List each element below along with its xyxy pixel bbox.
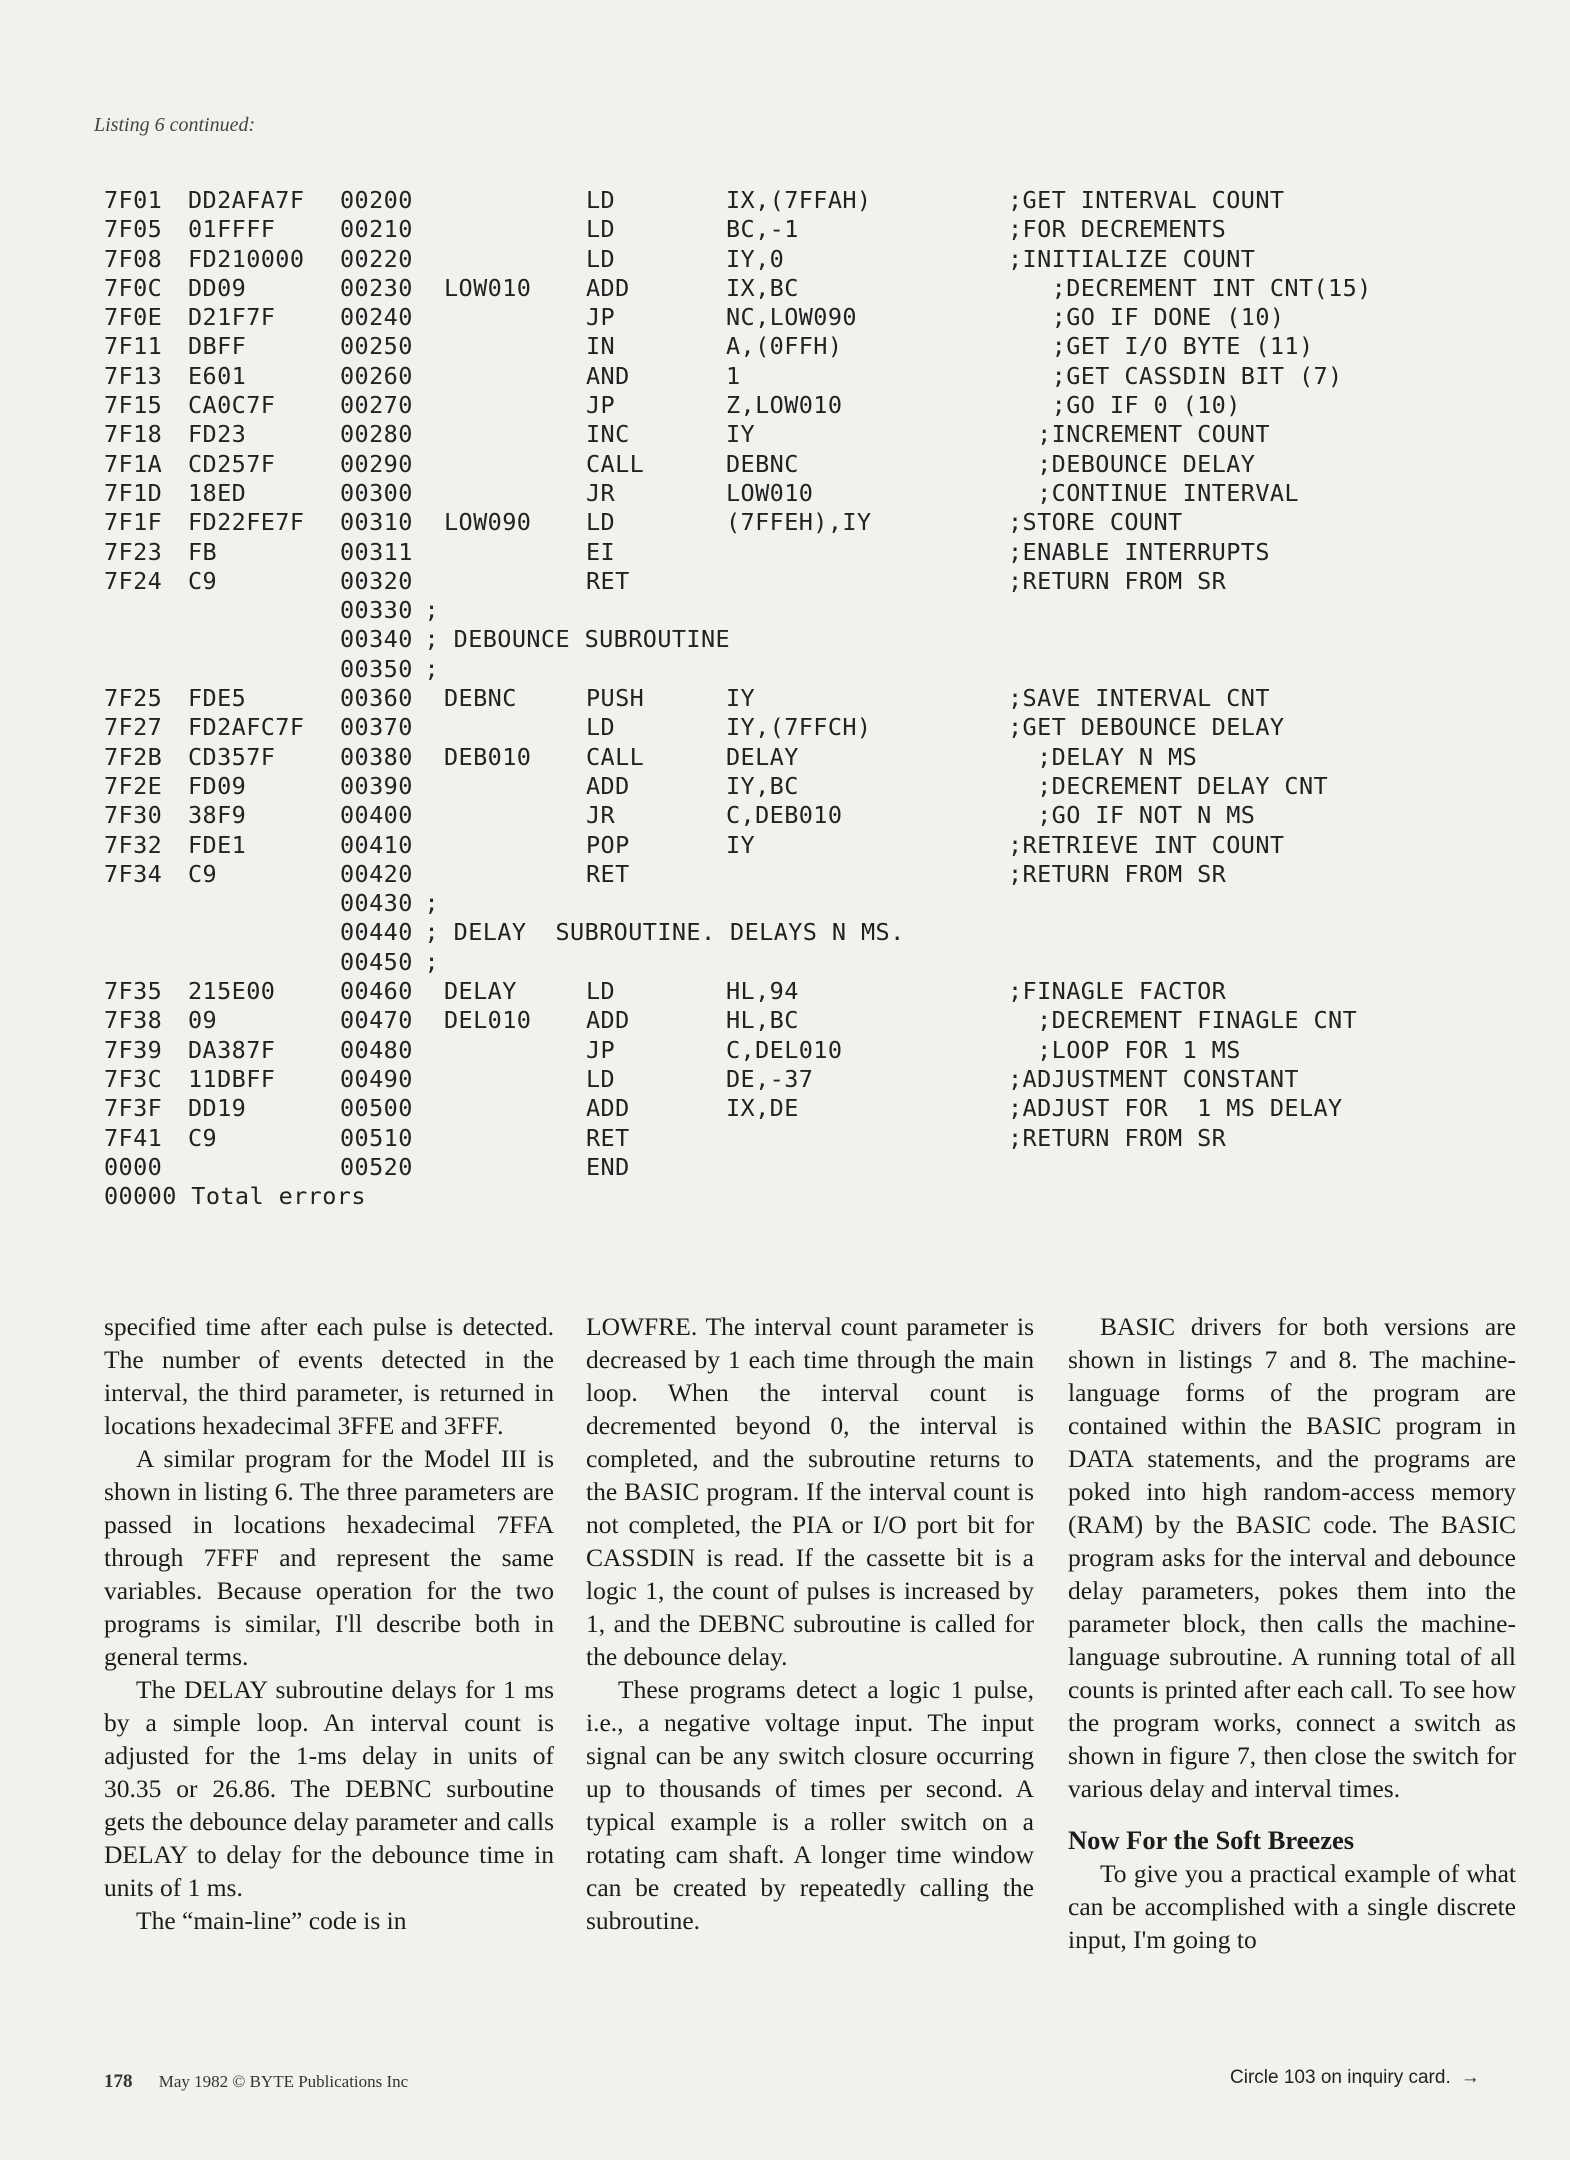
listing-line — [104, 1006, 1504, 1035]
listing-comment: ;GET INTERVAL COUNT — [1008, 186, 1285, 214]
listing-line-number: 00410 — [340, 830, 413, 859]
listing-operand: DELAY — [726, 742, 799, 771]
listing-operand: IY,BC — [726, 771, 799, 800]
listing-address: 7F11 — [104, 332, 163, 361]
listing-total — [104, 1182, 1504, 1211]
listing-operand: IX,DE — [726, 1094, 799, 1123]
listing-line — [104, 215, 1504, 244]
listing-operand: Z,LOW010 — [726, 391, 843, 420]
listing-comment: ;GET CASSDIN BIT (7) — [1008, 361, 1343, 390]
listing-opcode: INC — [586, 420, 630, 449]
listing-opcode: LD — [586, 508, 616, 537]
listing-caption: Listing 6 continued: — [94, 114, 256, 136]
listing-line — [104, 479, 1504, 508]
listing-object-code: D21F7F — [188, 303, 276, 332]
listing-operand: IY,0 — [726, 244, 785, 273]
listing-line-number: 00440 — [340, 918, 413, 947]
listing-line-number: 00311 — [340, 537, 413, 566]
listing-line — [104, 391, 1504, 420]
listing-line-number: 00390 — [340, 771, 413, 800]
listing-line — [104, 332, 1504, 361]
inquiry-text: Circle 103 on inquiry card. — [1230, 2067, 1451, 2088]
listing-line-number: 00360 — [340, 684, 413, 713]
listing-opcode: JR — [586, 478, 616, 507]
listing-line-number: 00200 — [340, 186, 413, 214]
listing-operand: IX,(7FFAH) — [726, 186, 872, 214]
listing-line-number: 00350 — [340, 654, 413, 683]
listing-object-code: CD357F — [188, 742, 276, 771]
listing-line — [104, 508, 1504, 537]
inquiry-note — [1230, 2067, 1480, 2089]
listing-address: 7F18 — [104, 420, 163, 449]
listing-comment: ;RETURN FROM SR — [1008, 566, 1227, 595]
listing-opcode: JP — [586, 391, 616, 420]
listing-address: 7F38 — [104, 1006, 163, 1035]
listing-address: 7F3F — [104, 1094, 163, 1123]
listing-operand: A,(0FFH) — [726, 332, 843, 361]
listing-line — [104, 420, 1504, 449]
listing-opcode: ADD — [586, 1094, 630, 1123]
listing-label: DEBNC — [444, 684, 517, 713]
listing-address: 7F0C — [104, 273, 163, 302]
listing-comment: ;INITIALIZE COUNT — [1008, 244, 1256, 273]
listing-address: 0000 — [104, 1152, 163, 1181]
listing-line — [104, 1065, 1504, 1094]
listing-line-number: 00500 — [340, 1094, 413, 1123]
listing-line-number: 00210 — [340, 215, 413, 244]
listing-line — [104, 889, 1504, 918]
listing-opcode: LD — [586, 215, 616, 244]
listing-opcode: CALL — [586, 449, 645, 478]
listing-line — [104, 567, 1504, 596]
listing-line-number: 00470 — [340, 1006, 413, 1035]
text-column-2 — [586, 1310, 1034, 1937]
listing-object-code: CD257F — [188, 449, 276, 478]
listing-opcode: EI — [586, 537, 616, 566]
page-footer — [104, 2071, 408, 2093]
listing-object-code: DD2AFA7F — [188, 186, 305, 214]
listing-opcode: ADD — [586, 273, 630, 302]
listing-address: 7F01 — [104, 186, 163, 214]
publication-info: May 1982 © BYTE Publications Inc — [158, 2072, 409, 2091]
paragraph: The DELAY subroutine delays for 1 ms by a simple loop. An interval count is adjusted for the 1-ms delay in units of 30.35 or 26.86. The DEBNC surboutine gets the debounce delay parameter and calls DELAY to delay for the debounce time in units of 1 ms. — [104, 1675, 554, 1902]
listing-operand: C,DEL010 — [726, 1035, 843, 1064]
listing-address: 7F2B — [104, 742, 163, 771]
paragraph: To give you a practical example of what can be accomplished with a single discrete input, I'm going to — [1068, 1859, 1516, 1954]
listing-line — [104, 831, 1504, 860]
listing-object-code: FD2AFC7F — [188, 713, 305, 742]
listing-object-code: FD23 — [188, 420, 247, 449]
listing-comment: ;GO IF 0 (10) — [1008, 391, 1241, 420]
code-listing — [104, 186, 1504, 1211]
listing-object-code: FD09 — [188, 771, 247, 800]
listing-address: 7F08 — [104, 244, 163, 273]
listing-address: 7F35 — [104, 977, 163, 1006]
listing-line-number: 00460 — [340, 977, 413, 1006]
paragraph: These programs detect a logic 1 pulse, i.e., a negative voltage input. The input signal can be any switch closure occurring up to thousands of times per second. A typical example is a roller switch on a rotating cam shaft. A longer time window can be created by repeatedly calling the subroutine. — [586, 1675, 1034, 1935]
listing-object-code: 38F9 — [188, 801, 247, 830]
listing-opcode: PUSH — [586, 684, 645, 713]
listing-object-code: 11DBFF — [188, 1064, 276, 1093]
listing-object-code: 18ED — [188, 478, 247, 507]
listing-object-code: 215E00 — [188, 977, 276, 1006]
listing-address: 7F1D — [104, 478, 163, 507]
listing-address: 7F32 — [104, 830, 163, 859]
listing-line — [104, 743, 1504, 772]
listing-opcode: RET — [586, 1123, 630, 1152]
listing-operand: IY — [726, 684, 756, 713]
listing-address: 7F0E — [104, 303, 163, 332]
total-errors: 00000 Total errors — [104, 1182, 366, 1211]
listing-comment: ;DECREMENT INT CNT(15) — [1008, 273, 1372, 302]
listing-comment: ;STORE COUNT — [1008, 508, 1183, 537]
listing-comment: ; — [410, 947, 440, 976]
listing-comment: ;GO IF NOT N MS — [1008, 801, 1256, 830]
paragraph: The “main-line” code is in — [136, 1906, 407, 1935]
listing-operand: DE,-37 — [726, 1064, 814, 1093]
text-column-1 — [104, 1310, 554, 1937]
listing-address: 7F41 — [104, 1123, 163, 1152]
listing-line — [104, 801, 1504, 830]
listing-line — [104, 713, 1504, 742]
listing-label: DELAY — [444, 977, 517, 1006]
listing-operand: LOW010 — [726, 478, 814, 507]
listing-address: 7F13 — [104, 361, 163, 390]
listing-operand: 1 — [726, 361, 741, 390]
listing-line-number: 00330 — [340, 596, 413, 625]
listing-comment: ; — [410, 596, 440, 625]
listing-opcode: JP — [586, 303, 616, 332]
listing-opcode: LD — [586, 186, 616, 214]
listing-line-number: 00490 — [340, 1064, 413, 1093]
listing-address: 7F24 — [104, 566, 163, 595]
listing-object-code: FDE1 — [188, 830, 247, 859]
listing-object-code: FD210000 — [188, 244, 305, 273]
listing-address: 7F15 — [104, 391, 163, 420]
listing-operand: IY — [726, 420, 756, 449]
listing-comment: ;DECREMENT FINAGLE CNT — [1008, 1006, 1358, 1035]
listing-line — [104, 772, 1504, 801]
listing-opcode: IN — [586, 332, 616, 361]
paragraph: A similar program for the Model III is shown in listing 6. The three parameters are passed in locations hexadecimal 7FFA through 7FFF and represent the same variables. Because operation for the two programs is similar, I'll describe both in general terms. — [104, 1444, 554, 1671]
listing-line-number: 00320 — [340, 566, 413, 595]
listing-operand: C,DEB010 — [726, 801, 843, 830]
listing-address: 7F30 — [104, 801, 163, 830]
listing-line-number: 00520 — [340, 1152, 413, 1181]
listing-label: LOW090 — [444, 508, 532, 537]
listing-object-code: C9 — [188, 1123, 218, 1152]
listing-comment: ;LOOP FOR 1 MS — [1008, 1035, 1241, 1064]
listing-address: 7F05 — [104, 215, 163, 244]
listing-operand: IY,(7FFCH) — [726, 713, 872, 742]
listing-line — [104, 186, 1504, 215]
listing-comment: ;DELAY N MS — [1008, 742, 1198, 771]
listing-line — [104, 684, 1504, 713]
listing-opcode: CALL — [586, 742, 645, 771]
listing-object-code: C9 — [188, 859, 218, 888]
listing-line — [104, 362, 1504, 391]
listing-line-number: 00240 — [340, 303, 413, 332]
listing-operand: NC,LOW090 — [726, 303, 857, 332]
listing-label: DEB010 — [444, 742, 532, 771]
listing-line-number: 00300 — [340, 478, 413, 507]
listing-opcode: RET — [586, 566, 630, 595]
listing-comment: ;RETRIEVE INT COUNT — [1008, 830, 1285, 859]
listing-label: DEL010 — [444, 1006, 532, 1035]
listing-object-code: FB — [188, 537, 218, 566]
listing-line — [104, 948, 1504, 977]
listing-line-number: 00270 — [340, 391, 413, 420]
listing-line — [104, 1094, 1504, 1123]
listing-comment: ;FOR DECREMENTS — [1008, 215, 1227, 244]
listing-comment: ; — [410, 654, 440, 683]
listing-opcode: ADD — [586, 771, 630, 800]
listing-address: 7F1F — [104, 508, 163, 537]
listing-line — [104, 596, 1504, 625]
page-number: 178 — [104, 2071, 133, 2092]
listing-object-code: FD22FE7F — [188, 508, 305, 537]
listing-line-number: 00310 — [340, 508, 413, 537]
listing-object-code: DA387F — [188, 1035, 276, 1064]
listing-opcode: JR — [586, 801, 616, 830]
listing-line-number: 00290 — [340, 449, 413, 478]
listing-operand: BC,-1 — [726, 215, 799, 244]
listing-comment: ; DELAY SUBROUTINE. DELAYS N MS. — [410, 918, 905, 947]
listing-comment: ;CONTINUE INTERVAL — [1008, 478, 1299, 507]
listing-line — [104, 1036, 1504, 1065]
listing-comment: ;RETURN FROM SR — [1008, 859, 1227, 888]
listing-line-number: 00280 — [340, 420, 413, 449]
listing-opcode: RET — [586, 859, 630, 888]
listing-opcode: ADD — [586, 1006, 630, 1035]
listing-object-code: C9 — [188, 566, 218, 595]
listing-comment: ;DEBOUNCE DELAY — [1008, 449, 1256, 478]
listing-operand: (7FFEH),IY — [726, 508, 872, 537]
listing-object-code: DD19 — [188, 1094, 247, 1123]
listing-address: 7F2E — [104, 771, 163, 800]
listing-comment: ;ADJUST FOR 1 MS DELAY — [1008, 1094, 1343, 1123]
listing-opcode: LD — [586, 713, 616, 742]
listing-line — [104, 1153, 1504, 1182]
listing-address: 7F39 — [104, 1035, 163, 1064]
listing-address: 7F34 — [104, 859, 163, 888]
listing-comment: ; DEBOUNCE SUBROUTINE — [410, 625, 731, 654]
listing-comment: ;DECREMENT DELAY CNT — [1008, 771, 1329, 800]
section-heading: Now For the Soft Breezes — [1068, 1825, 1355, 1855]
listing-comment: ;GET I/O BYTE (11) — [1008, 332, 1314, 361]
listing-line — [104, 860, 1504, 889]
listing-comment: ;INCREMENT COUNT — [1008, 420, 1270, 449]
listing-address: 7F1A — [104, 449, 163, 478]
paragraph: BASIC drivers for both versions are shown in listings 7 and 8. The machine-language forms of the program are contained within the BASIC program in DATA statements, and the programs are poked into high random-access memory (RAM) by the BASIC code. The BASIC program asks for the interval and debounce delay parameters, pokes them into the parameter block, then calls the machine-language subroutine. A running total of all counts is printed after each call. To see how the program works, connect a switch as shown in figure 7, then close the switch for various delay and interval times. — [1068, 1312, 1516, 1803]
paragraph: LOWFRE. The interval count parameter is decreased by 1 each time through the main loop. When the interval count is decremented beyond 0, the interval is completed, and the subroutine returns to the BASIC program. If the interval count is not completed, the PIA or I/O port bit for CASSDIN is read. If the cassette bit is a logic 1, the count of pulses is increased by 1, and the DEBNC subroutine is called for the debounce delay. — [586, 1312, 1034, 1671]
listing-line-number: 00230 — [340, 273, 413, 302]
listing-opcode: LD — [586, 977, 616, 1006]
listing-operand: IY — [726, 830, 756, 859]
listing-comment: ;ENABLE INTERRUPTS — [1008, 537, 1270, 566]
listing-opcode: END — [586, 1152, 630, 1181]
listing-opcode: LD — [586, 244, 616, 273]
paragraph: specified time after each pulse is detected. The number of events detected in the interval, the third parameter, is returned in locations hexadecimal 3FFE and 3FFF. — [104, 1312, 554, 1440]
listing-line-number: 00220 — [340, 244, 413, 273]
listing-object-code: FDE5 — [188, 684, 247, 713]
listing-operand: HL,94 — [726, 977, 799, 1006]
listing-opcode: POP — [586, 830, 630, 859]
listing-object-code: 01FFFF — [188, 215, 276, 244]
listing-line-number: 00420 — [340, 859, 413, 888]
listing-opcode: AND — [586, 361, 630, 390]
listing-line-number: 00510 — [340, 1123, 413, 1152]
listing-line-number: 00430 — [340, 889, 413, 918]
listing-line-number: 00450 — [340, 947, 413, 976]
listing-opcode: JP — [586, 1035, 616, 1064]
listing-line — [104, 303, 1504, 332]
listing-line — [104, 274, 1504, 303]
listing-address: 7F25 — [104, 684, 163, 713]
listing-opcode: LD — [586, 1064, 616, 1093]
listing-line — [104, 625, 1504, 654]
listing-operand: HL,BC — [726, 1006, 799, 1035]
listing-comment: ;SAVE INTERVAL CNT — [1008, 684, 1270, 713]
listing-operand: DEBNC — [726, 449, 799, 478]
listing-line — [104, 655, 1504, 684]
listing-address: 7F3C — [104, 1064, 163, 1093]
listing-line-number: 00260 — [340, 361, 413, 390]
text-column-3 — [1068, 1310, 1516, 1956]
listing-line — [104, 538, 1504, 567]
listing-line-number: 00400 — [340, 801, 413, 830]
listing-operand: IX,BC — [726, 273, 799, 302]
listing-line-number: 00250 — [340, 332, 413, 361]
listing-line-number: 00480 — [340, 1035, 413, 1064]
listing-comment: ;ADJUSTMENT CONSTANT — [1008, 1064, 1299, 1093]
listing-label: LOW010 — [444, 273, 532, 302]
listing-line — [104, 245, 1504, 274]
listing-line — [104, 977, 1504, 1006]
listing-line — [104, 1124, 1504, 1153]
listing-object-code: DBFF — [188, 332, 247, 361]
listing-address: 7F23 — [104, 537, 163, 566]
listing-line — [104, 450, 1504, 479]
listing-object-code: DD09 — [188, 273, 247, 302]
listing-line — [104, 918, 1504, 947]
listing-comment: ; — [410, 889, 440, 918]
listing-comment: ;GET DEBOUNCE DELAY — [1008, 713, 1285, 742]
listing-object-code: E601 — [188, 361, 247, 390]
listing-object-code: 09 — [188, 1006, 218, 1035]
listing-line-number: 00370 — [340, 713, 413, 742]
listing-comment: ;GO IF DONE (10) — [1008, 303, 1285, 332]
arrow-right-icon: → — [1460, 2067, 1480, 2088]
listing-comment: ;FINAGLE FACTOR — [1008, 977, 1227, 1006]
listing-address: 7F27 — [104, 713, 163, 742]
listing-line-number: 00340 — [340, 625, 413, 654]
listing-object-code: CA0C7F — [188, 391, 276, 420]
listing-line-number: 00380 — [340, 742, 413, 771]
listing-comment: ;RETURN FROM SR — [1008, 1123, 1227, 1152]
